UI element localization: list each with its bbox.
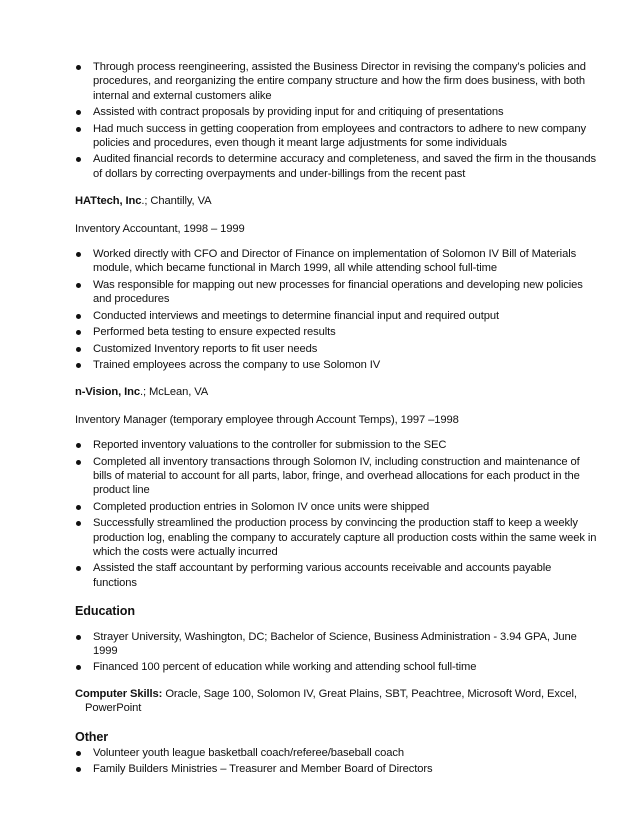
bullet-icon xyxy=(76,443,81,448)
bullet-icon xyxy=(76,505,81,510)
bullet-icon xyxy=(76,363,81,368)
list-item: Successfully streamlined the production process by convincing the production staff to keep a weekly production log, enabling the company to accurately capture all production costs within the same week in which the costs were actually incurred xyxy=(75,516,598,559)
bullet-icon xyxy=(76,665,81,670)
list-item: Assisted with contract proposals by providing input for and critiquing of presentations xyxy=(75,105,598,119)
list-item: Family Builders Ministries – Treasurer and Member Board of Directors xyxy=(75,762,598,776)
nvision-bullet-list xyxy=(75,438,598,590)
bullet-icon xyxy=(76,283,81,288)
company-hattech xyxy=(75,194,598,208)
list-item: Completed all inventory transactions through Solomon IV, including construction and maintenance of bills of material to account for all parts, labor, fringe, and overhead allocations for each product in the product line xyxy=(75,455,598,498)
bullet-icon xyxy=(76,330,81,335)
job-role-nvision: Inventory Manager (temporary employee through Account Temps), 1997 –1998 xyxy=(75,413,459,426)
bullet-icon xyxy=(76,252,81,257)
list-item: Had much success in getting cooperation from employees and contractors to adhere to new company policies and procedures, even though it meant large adjustments for some individuals xyxy=(75,122,598,151)
bullet-icon xyxy=(76,314,81,319)
bullet-icon xyxy=(76,157,81,162)
prior-job-bullet-list xyxy=(75,60,598,181)
list-item: Reported inventory valuations to the controller for submission to the SEC xyxy=(75,438,598,452)
company-name: HATtech, Inc xyxy=(75,195,142,208)
list-item: Customized Inventory reports to fit user needs xyxy=(75,342,598,356)
bullet-icon xyxy=(76,460,81,465)
company-location: .; Chantilly, VA xyxy=(141,195,212,208)
other-bullet-list xyxy=(75,746,598,777)
education-heading: Education xyxy=(75,604,135,619)
education-bullet-list xyxy=(75,630,598,675)
job-role-hattech: Inventory Accountant, 1998 – 1999 xyxy=(75,222,245,235)
list-item: Trained employees across the company to use Solomon IV xyxy=(75,358,598,372)
list-item: Through process reengineering, assisted the Business Director in revising the company’s policies and procedures, and reorganizing the entire company structure and how the firm does business, with both internal and external customers alike xyxy=(75,60,598,103)
bullet-icon xyxy=(76,521,81,526)
list-item: Performed beta testing to ensure expected results xyxy=(75,325,598,339)
bullet-icon xyxy=(76,127,81,132)
list-item: Was responsible for mapping out new processes for financial operations and developing new policies and procedures xyxy=(75,278,598,307)
list-item: Assisted the staff accountant by performing various accounts receivable and accounts payable functions xyxy=(75,561,598,590)
company-location: .; McLean, VA xyxy=(140,386,209,399)
bullet-icon xyxy=(76,635,81,640)
bullet-icon xyxy=(76,566,81,571)
computer-skills-list-continued: PowerPoint xyxy=(85,702,142,715)
list-item: Volunteer youth league basketball coach/referee/baseball coach xyxy=(75,746,598,760)
company-name: n-Vision, Inc xyxy=(75,386,141,399)
company-nvision xyxy=(75,385,598,399)
hattech-bullet-list xyxy=(75,247,598,372)
computer-skills-list: Oracle, Sage 100, Solomon IV, Great Plains, SBT, Peachtree, Microsoft Word, Excel, xyxy=(165,687,577,700)
list-item: Conducted interviews and meetings to determine financial input and required output xyxy=(75,309,598,323)
list-item: Worked directly with CFO and Director of Finance on implementation of Solomon IV Bill of Materials module, which became functional in March 1999, all while attending school full-time xyxy=(75,247,598,276)
list-item: Completed production entries in Solomon IV once units were shipped xyxy=(75,500,598,514)
list-item: Strayer University, Washington, DC; Bachelor of Science, Business Administration - 3.94 GPA, June 1999 xyxy=(75,630,598,659)
bullet-icon xyxy=(76,751,81,756)
bullet-icon xyxy=(76,65,81,70)
list-item: Financed 100 percent of education while working and attending school full-time xyxy=(75,660,598,674)
other-heading: Other xyxy=(75,729,109,744)
bullet-icon xyxy=(76,110,81,115)
list-item: Audited financial records to determine accuracy and completeness, and saved the firm in the thousands of dollars by correcting overpayments and under-billings from the recent past xyxy=(75,152,598,181)
bullet-icon xyxy=(76,347,81,352)
bullet-icon xyxy=(76,767,81,772)
computer-skills-label: Computer Skills: xyxy=(75,687,163,700)
computer-skills xyxy=(75,687,598,716)
